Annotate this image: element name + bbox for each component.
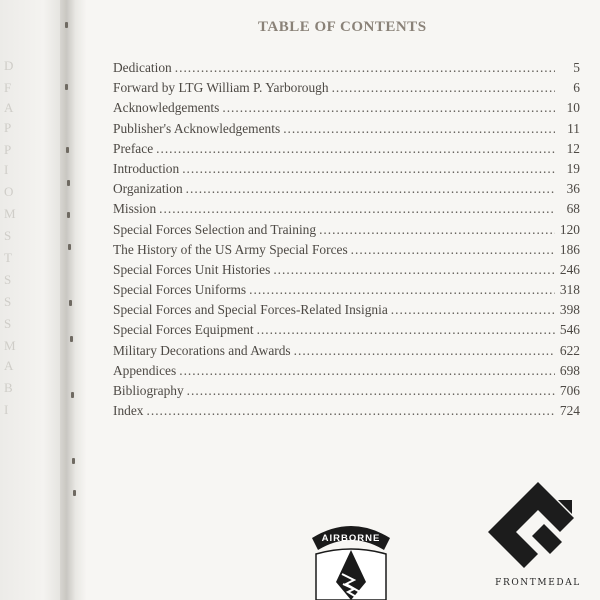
- toc-dot-leader: [319, 222, 555, 238]
- bleed-through-text: S: [4, 272, 12, 287]
- toc-entry-page: 698: [559, 362, 580, 378]
- binding-stitch: [73, 490, 76, 496]
- bleed-through-text: I: [4, 402, 9, 417]
- toc-entry-label: Special Forces and Special Forces-Related Insignia: [113, 302, 388, 318]
- toc-entry-label: Organization: [113, 181, 183, 197]
- binding-stitch: [68, 244, 71, 250]
- toc-dot-leader: [294, 343, 555, 359]
- toc-dot-leader: [186, 181, 555, 197]
- toc-entry-label: Special Forces Equipment: [113, 322, 254, 338]
- toc-entry-page: 246: [559, 261, 580, 277]
- toc-entry-label: Acknowledgements: [113, 100, 220, 116]
- binding-stitch: [66, 147, 69, 153]
- toc-entry: [113, 383, 580, 403]
- toc-entry-label: Introduction: [113, 160, 180, 176]
- toc-entry-page: 68: [566, 201, 580, 217]
- toc-entry: [113, 181, 580, 201]
- toc-dot-leader: [222, 100, 555, 116]
- toc-entry-label: Bibliography: [113, 383, 184, 398]
- toc-entry-page: 6: [573, 80, 580, 96]
- binding-stitch: [65, 84, 68, 90]
- toc-entry-page: 12: [566, 140, 580, 156]
- book-gutter: [60, 0, 86, 600]
- table-of-contents: [113, 60, 580, 423]
- toc-dot-leader: [182, 161, 555, 177]
- binding-stitch: [65, 22, 68, 28]
- bleed-through-text: S: [4, 228, 12, 243]
- toc-entry: [113, 302, 580, 322]
- bleed-through-text: O: [4, 184, 14, 199]
- toc-entry: [113, 100, 580, 120]
- toc-entry-label: Military Decorations and Awards: [113, 342, 291, 358]
- toc-entry-label: Mission: [113, 201, 157, 217]
- toc-dot-leader: [283, 121, 555, 137]
- airborne-insignia: [308, 520, 394, 600]
- toc-dot-leader: [159, 201, 555, 217]
- bleed-through-text: F: [4, 80, 12, 95]
- toc-entry-page: 622: [559, 342, 580, 358]
- toc-entry-page: 186: [559, 241, 580, 257]
- toc-entry-page: 10: [566, 100, 580, 116]
- toc-entry: [113, 343, 580, 363]
- toc-entry-page: 318: [559, 282, 580, 298]
- binding-stitch: [67, 212, 70, 218]
- toc-entry: [113, 161, 580, 181]
- toc-entry: [113, 322, 580, 342]
- toc-entry: [113, 403, 580, 423]
- left-page: [0, 0, 62, 600]
- bleed-through-text: B: [4, 380, 13, 395]
- toc-entry-page: 19: [566, 160, 580, 176]
- binding-stitch: [69, 300, 72, 306]
- toc-entry-label: Special Forces Selection and Training: [113, 221, 317, 237]
- toc-title: TABLE OF CONTENTS: [258, 19, 427, 35]
- frontmedal-watermark: [488, 478, 588, 598]
- bleed-through-text: M: [4, 338, 16, 353]
- toc-entry: [113, 80, 580, 100]
- binding-stitch: [72, 458, 75, 464]
- toc-entry-label: Forward by LTG William P. Yarborough: [113, 80, 329, 96]
- toc-entry: [113, 201, 580, 221]
- toc-entry-page: 36: [566, 181, 580, 197]
- toc-dot-leader: [249, 282, 555, 298]
- bleed-through-text: A: [4, 100, 14, 115]
- toc-entry: [113, 141, 580, 161]
- bleed-through-text: P: [4, 142, 12, 157]
- binding-stitch: [67, 180, 70, 186]
- toc-entry-page: 11: [567, 120, 580, 136]
- toc-dot-leader: [257, 322, 555, 338]
- toc-entry: [113, 262, 580, 282]
- toc-entry-label: The History of the US Army Special Forces: [113, 241, 348, 257]
- toc-entry-label: Index: [113, 403, 144, 419]
- airborne-tab-text: AIRBORNE: [321, 533, 381, 544]
- toc-entry-page: 5: [573, 60, 580, 75]
- bleed-through-text: D: [4, 58, 14, 73]
- toc-entry-page: 120: [559, 221, 580, 237]
- toc-entry: [113, 222, 580, 242]
- toc-entry-page: 706: [559, 383, 580, 398]
- bleed-through-text: M: [4, 206, 16, 221]
- bleed-through-text: T: [4, 250, 12, 265]
- frontmedal-wordmark: FRONTMEDAL: [495, 578, 581, 588]
- toc-entry: [113, 242, 580, 262]
- toc-entry: [113, 363, 580, 383]
- bleed-through-text: I: [4, 162, 9, 177]
- binding-stitch: [71, 392, 74, 398]
- toc-entry: [113, 282, 580, 302]
- toc-dot-leader: [351, 242, 555, 258]
- toc-entry-label: Appendices: [113, 362, 177, 378]
- toc-entry: [113, 121, 580, 141]
- toc-entry-page: 546: [559, 322, 580, 338]
- toc-entry-label: Dedication: [113, 60, 172, 75]
- bleed-through-text: S: [4, 316, 12, 331]
- bleed-through-text: P: [4, 120, 12, 135]
- toc-dot-leader: [175, 60, 555, 76]
- toc-entry-label: Preface: [113, 140, 154, 156]
- toc-entry: [113, 60, 580, 80]
- toc-dot-leader: [332, 80, 555, 96]
- toc-entry-page: 724: [559, 403, 580, 419]
- toc-dot-leader: [179, 363, 555, 379]
- toc-dot-leader: [147, 403, 556, 419]
- toc-entry-label: Publisher's Acknowledgements: [113, 120, 281, 136]
- toc-dot-leader: [391, 302, 555, 318]
- bleed-through-text: S: [4, 294, 12, 309]
- toc-dot-leader: [156, 141, 555, 157]
- toc-dot-leader: [187, 383, 555, 399]
- frontmedal-logo-icon: [488, 478, 588, 578]
- toc-dot-leader: [273, 262, 555, 278]
- binding-stitch: [70, 336, 73, 342]
- toc-entry-label: Special Forces Uniforms: [113, 282, 247, 298]
- toc-entry-label: Special Forces Unit Histories: [113, 261, 271, 277]
- toc-entry-page: 398: [559, 302, 580, 318]
- bleed-through-text: A: [4, 358, 14, 373]
